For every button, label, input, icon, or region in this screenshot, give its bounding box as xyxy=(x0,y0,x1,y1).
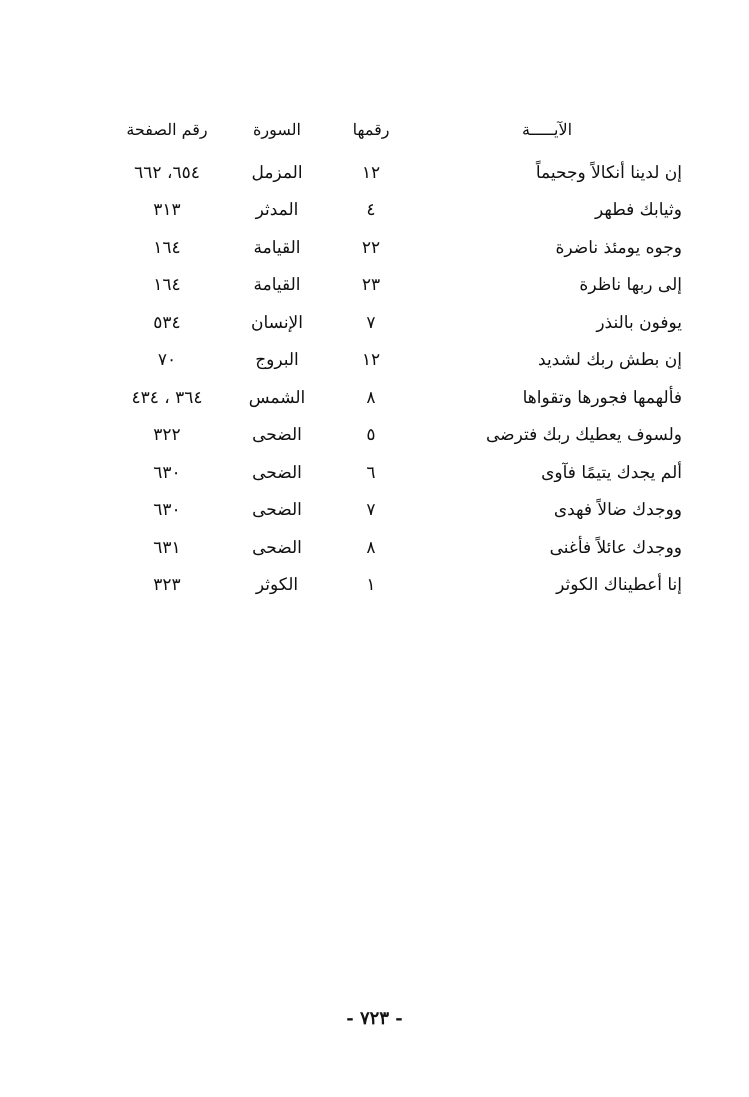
verse-number: ٦ xyxy=(366,462,376,483)
verse-number: ١٢ xyxy=(361,350,381,371)
surah-name: الإنسان xyxy=(251,312,303,333)
page-reference: ٣١٣ xyxy=(153,200,181,221)
table-row xyxy=(110,342,682,380)
page-reference: ٦٣٠ xyxy=(153,462,181,483)
verse-number: ٨ xyxy=(366,537,376,558)
surah-name: الضحى xyxy=(252,537,302,558)
table-row xyxy=(110,567,682,605)
verse-text: إن لدينا أنكالاً وجحيماً xyxy=(535,162,682,183)
verse-number: ١٢ xyxy=(361,162,381,183)
verse-number: ٥ xyxy=(366,425,376,446)
verse-text: وجوه يومئذ ناضرة xyxy=(555,237,682,258)
page-reference: ٣٦٤ ، ٤٣٤ xyxy=(131,387,203,408)
table-row xyxy=(110,154,682,192)
page-reference: ٥٣٤ xyxy=(153,312,181,333)
surah-name: الضحى xyxy=(252,425,302,446)
verse-text: إنا أعطيناك الكوثر xyxy=(556,575,682,596)
table-row xyxy=(110,454,682,492)
header-verse: الآيـــــة xyxy=(521,119,573,139)
table-row xyxy=(110,192,682,230)
surah-name: البروج xyxy=(255,350,299,371)
table-row xyxy=(110,229,682,267)
page-reference: ٣٢٢ xyxy=(153,425,181,446)
page-reference: ١٦٤ xyxy=(153,275,181,296)
table-header xyxy=(110,112,682,146)
verse-number: ٤ xyxy=(366,200,376,221)
surah-name: القيامة xyxy=(253,275,301,296)
surah-name: القيامة xyxy=(253,237,301,258)
page-reference: ٦٥٤، ٦٦٢ xyxy=(134,162,200,183)
surah-name: المدثر xyxy=(255,200,299,221)
verse-number: ٧ xyxy=(366,500,376,521)
table-row xyxy=(110,379,682,417)
verse-index-table xyxy=(110,112,682,604)
verse-number: ٢٣ xyxy=(361,275,381,296)
verse-text: ولسوف يعطيك ربك فترضى xyxy=(485,425,682,446)
header-number: رقمها xyxy=(352,119,390,139)
verse-text: ووجدك عائلاً فأغنى xyxy=(549,537,682,558)
verse-number: ٢٢ xyxy=(361,237,381,258)
verse-text: ووجدك ضالاً فهدى xyxy=(553,500,682,521)
table-row xyxy=(110,529,682,567)
verse-text: ألم يجدك يتيمًا فآوى xyxy=(541,462,682,483)
table-row xyxy=(110,417,682,455)
surah-name: الضحى xyxy=(252,462,302,483)
page-reference: ٣٢٣ xyxy=(153,575,181,596)
table-row xyxy=(110,492,682,530)
page-reference: ٧٠ xyxy=(157,350,177,371)
verse-number: ١ xyxy=(366,575,376,596)
page-number: - ٧٢٣ - xyxy=(346,1008,403,1029)
surah-name: الكوثر xyxy=(255,575,299,596)
surah-name: الضحى xyxy=(252,500,302,521)
verse-text: يوفون بالنذر xyxy=(596,312,682,333)
verse-text: إن بطش ربك لشديد xyxy=(538,350,682,371)
header-page: رقم الصفحة xyxy=(126,119,208,139)
page-reference: ٦٣٠ xyxy=(153,500,181,521)
verse-text: فألهمها فجورها وتقواها xyxy=(522,387,682,408)
verse-number: ٨ xyxy=(366,387,376,408)
page-reference: ٦٣١ xyxy=(153,537,181,558)
surah-name: الشمس xyxy=(248,387,306,408)
page-reference: ١٦٤ xyxy=(153,237,181,258)
verse-text: إلى ربها ناظرة xyxy=(579,275,682,296)
table-row xyxy=(110,304,682,342)
table-row xyxy=(110,267,682,305)
verse-text: وثيابك فطهر xyxy=(594,200,682,221)
surah-name: المزمل xyxy=(251,162,303,183)
header-surah: السورة xyxy=(253,119,301,139)
verse-number: ٧ xyxy=(366,312,376,333)
